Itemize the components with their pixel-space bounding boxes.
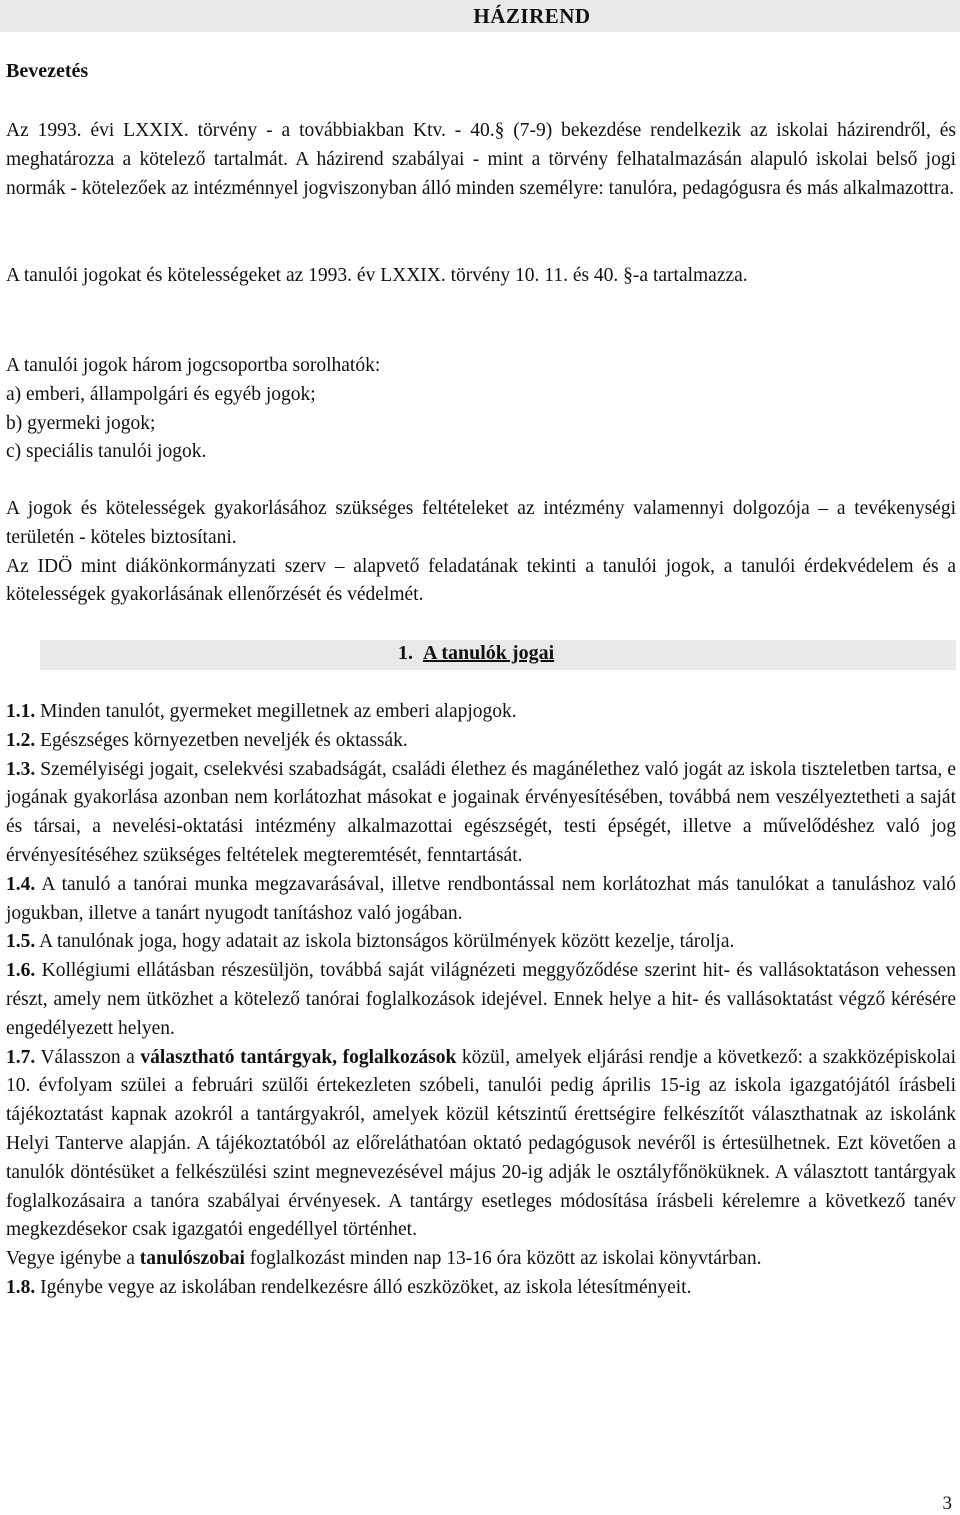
list-item (6, 698, 956, 727)
item-text-bold: választható tantárgyak, foglalkozások (140, 1046, 457, 1068)
item-text-pre: Válasszon a (40, 1046, 141, 1068)
list-item (6, 957, 956, 1043)
item-number: 1.3. (6, 758, 36, 780)
intro-heading: Bevezetés (6, 60, 89, 82)
list-item (6, 727, 956, 756)
section-number: 1. (398, 642, 413, 664)
item-number: 1.8. (6, 1276, 36, 1298)
item-text: Egészséges környezetben neveljék és oktassák. (40, 729, 408, 751)
list-item (6, 1274, 956, 1303)
item-number: 1.2. (6, 729, 36, 751)
item-number: 1.6. (6, 960, 36, 982)
closing-text (6, 495, 956, 610)
item-number: 1.1. (6, 701, 36, 722)
list-item (6, 756, 956, 871)
page-number: 3 (942, 1493, 952, 1514)
rights-group-item: c) speciális tanulói jogok. (6, 441, 207, 463)
item-text: Minden tanulót, gyermeket megilletnek az emberi alapjogok. (40, 701, 517, 722)
list-item (6, 871, 956, 929)
section-heading-bar (40, 640, 956, 670)
closing-paragraph-2: Az IDÖ mint diákönkormányzati szerv – alapvető feladatának tekinti a tanulói jogok, a tanulói érdekvédelem és a kötelességek gyakorlásának ellenőrzését és védelmét. (6, 555, 956, 606)
section-title: A tanulók jogai (423, 642, 555, 664)
list-item (6, 1044, 956, 1246)
item-text-bold: tanulószobai (139, 1248, 245, 1270)
item-number: 1.7. (6, 1046, 36, 1068)
item-text-post: közül, amelyek eljárási rendje a következő: a szakközépiskolai 10. évfolyam szülei a februári szülői értekezleten szóbeli, tanulói pedig április 15-ig az iskola igazgatójától írásbeli tájékoztatást kapnak azokról a tantárgyakról, amelyek közül kétszintű érettségire felkészítőt választhatnak az iskolánk Helyi Tanterve alapján. A tájékoztatóból az előreláthatóan oktató pedagógusok nevéről is értesülhetnek. Ezt követően a tanulók döntésüket a felkészülési szint megnevezésével május 20-ig adják le osztályfőnöküknek. A választott tantárgyak foglalkozásaira a tanóra szabályai érvényesek. A tantárgy esetleges módosítása írásbeli kérelemre a következő tanév megkezdésekor csak igazgatói engedéllyel történhet. (6, 1046, 956, 1241)
rights-group-item: a) emberi, állampolgári és egyéb jogok; (6, 383, 316, 405)
item-text: Kollégiumi ellátásban részesüljön, továbbá saját világnézeti meggyőződése szerint hit- és vallásoktatáson vehessen részt, amely nem ütközhet a kötelező tanórai foglalkozások idejével. Ennek helye a hit- és vallásoktatást végző kérésére engedélyezett helyen. (6, 960, 956, 1039)
item-text-pre: Vegye igénybe a (6, 1248, 140, 1270)
item-text: Személyiségi jogait, cselekvési szabadságát, családi élethez és magánélethez való jogát az iskola tiszteletben tartsa, e jogának gyakorlása azonban nem korlátozhat másokat e jogainak érvényesítésében, továbbá nem veszélyeztetheti a saját és társai, a nevelési-oktatási intézmény alkalmazottai egészségét, testi épségét, illetve a művelődéshez való jog érvényesítéséhez szükséges feltételek megteremtését, fenntartását. (6, 758, 957, 866)
item-text: A tanulónak joga, hogy adatait az iskola biztonságos körülmények között kezelje, tárolja. (39, 931, 735, 953)
intro-paragraph-1: Az 1993. évi LXXIX. törvény - a továbbiakban Ktv. - 40.§ (7-9) bekezdése rendelkezik az iskolai házirendről, és meghatározza a kötelező tartalmát. A házirend szabályai - mint a törvény felhatalmazásán alapuló iskolai belső jogi normák - kötelezőek az intézménnyel jogviszonyban álló minden személyre: tanulóra, pedagógusra és más alkalmazottra. (6, 120, 956, 199)
item-text: A tanuló a tanórai munka megzavarásával, illetve rendbontással nem korlátozhat más tanulókat a tanuláshoz való jogukban, illetve a tanárt nyugodt tanításhoz való jogában. (6, 873, 956, 924)
list-item (6, 928, 956, 957)
item-number: 1.4. (6, 873, 36, 895)
list-item (6, 1245, 956, 1274)
item-text-post: foglalkozást minden nap 13-16 óra között az iskolai könyvtárban. (244, 1248, 762, 1270)
rights-groups-lead: A tanulói jogok három jogcsoportba sorolhatók: (6, 355, 381, 376)
intro-paragraph-2: A tanulói jogokat és kötelességeket az 1993. év LXXIX. törvény 10. 11. és 40. §-a tartalmazza. (6, 265, 748, 286)
rights-group-item: b) gyermeki jogok; (6, 412, 156, 434)
item-text: Igénybe vegye az iskolában rendelkezésre álló eszközöket, az iskola létesítményeit. (40, 1276, 692, 1298)
rights-groups (6, 352, 956, 467)
section-heading (398, 642, 554, 665)
item-number: 1.5. (6, 931, 36, 953)
closing-paragraph-1: A jogok és kötelességek gyakorlásához szükséges feltételeket az intézmény valamennyi dolgozója – a tevékenységi területén - köteles biztosítani. (6, 498, 956, 548)
document-title: HÁZIREND (473, 4, 591, 28)
document-title-bar (0, 0, 960, 32)
rights-list (6, 698, 956, 1303)
